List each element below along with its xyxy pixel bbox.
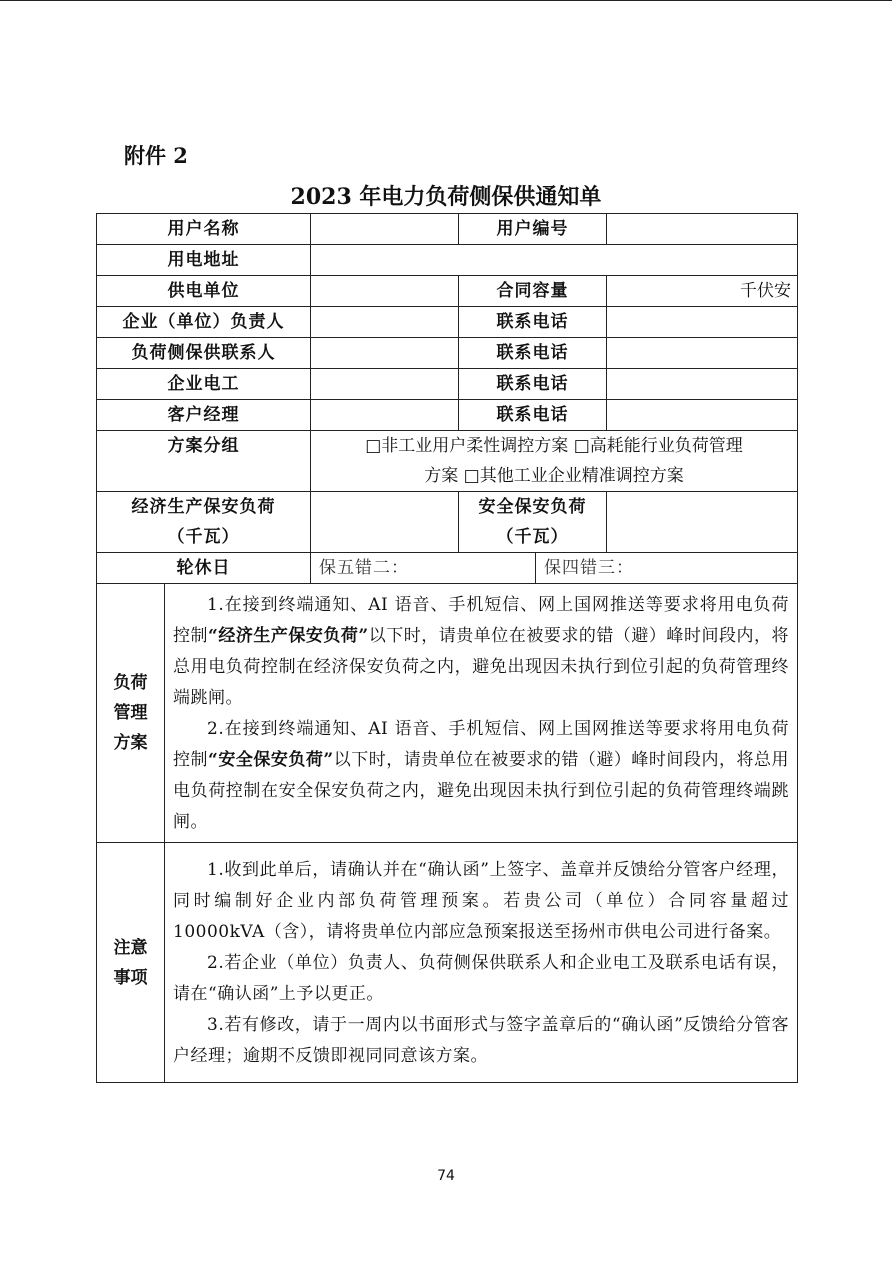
row-load-contact <box>97 338 798 369</box>
label-load-plan-1: 负荷 <box>113 673 148 693</box>
capacity-unit: 千伏安 <box>740 281 791 301</box>
row-rest-day <box>97 553 798 584</box>
label-electrician: 企业电工 <box>97 369 311 400</box>
field-supply-unit[interactable] <box>311 276 459 307</box>
rest-option-a[interactable]: 保五错二： <box>311 553 536 583</box>
label-phone-2: 联系电话 <box>459 338 607 369</box>
top-border-line <box>0 0 892 1</box>
label-phone-3: 联系电话 <box>459 369 607 400</box>
field-account-manager[interactable] <box>311 400 459 431</box>
page-number: 74 <box>437 1168 455 1184</box>
label-phone-4: 联系电话 <box>459 400 607 431</box>
label-load-contact: 负荷侧保供联系人 <box>97 338 311 369</box>
label-rest-day: 轮休日 <box>97 553 311 584</box>
label-user-name: 用户名称 <box>97 214 311 245</box>
load-plan-p2-tail: 以下时，请贵单位在被要求的错（避）峰时间段内，将总用电负荷控制在安全保安负荷之内，避免出现因未执行到位引起的负荷管理终端跳闸。 <box>173 750 790 832</box>
field-user-name[interactable] <box>311 214 459 245</box>
attachment-label: 附件 2 <box>124 143 188 168</box>
label-enterprise-head: 企业（单位）负责人 <box>97 307 311 338</box>
row-supply-unit <box>97 276 798 307</box>
field-rest-day[interactable] <box>311 553 798 584</box>
label-econ-load-line-2: （千瓦） <box>167 527 240 547</box>
label-notes-2: 事项 <box>113 967 148 988</box>
row-electrician <box>97 369 798 400</box>
load-plan-p1-tail: 以下时，请贵单位在被要求的错（避）峰时间段内，将总用电负荷控制在经济保安负荷之内，避免出现因未执行到位引起的负荷管理终端跳闸。 <box>173 626 790 708</box>
note-1: 1.收到此单后，请确认并在“确认函”上签字、盖章并反馈给分管客户经理，同时编制好企业内部负荷管理预案。若贵公司（单位）合同容量超过 10000kVA（含），请将贵单位内部应急预案报送至扬州市供电公司进行备案。 <box>173 860 789 942</box>
note-3: 3.若有修改，请于一周内以书面形式与签字盖章后的“确认函”反馈给分管客户经理；逾期不反馈即视同同意该方案。 <box>173 1015 789 1066</box>
field-phone-3[interactable] <box>607 369 798 400</box>
row-enterprise-head <box>97 307 798 338</box>
label-account-manager: 客户经理 <box>97 400 311 431</box>
field-user-number[interactable] <box>607 214 798 245</box>
row-account-manager <box>97 400 798 431</box>
label-safe-load-line-1: 安全保安负荷 <box>478 497 587 517</box>
label-safe-load-line-2: （千瓦） <box>496 527 569 547</box>
row-address <box>97 245 798 276</box>
load-plan-paragraph-2 <box>173 714 789 838</box>
label-user-number: 用户编号 <box>459 214 607 245</box>
load-plan-content <box>165 584 798 843</box>
load-plan-p2-emphasis: “安全保安负荷” <box>208 750 334 770</box>
rest-option-b[interactable]: 保四错三： <box>544 558 634 578</box>
field-enterprise-head[interactable] <box>311 307 459 338</box>
load-plan-p2-text: 2.在接到终端通知、AI 语音、手机短信、网上国网推送等要求将用电负荷控制 <box>173 719 789 770</box>
load-plan-p1-text: 1.在接到终端通知、AI 语音、手机短信、网上国网推送等要求将用电负荷控制 <box>173 595 789 646</box>
label-phone-1: 联系电话 <box>459 307 607 338</box>
label-load-plan-2: 管理 <box>113 703 148 723</box>
scheme-options[interactable] <box>311 431 798 492</box>
label-contract-capacity: 合同容量 <box>459 276 607 307</box>
row-loads <box>97 492 798 553</box>
notice-form-table <box>96 213 798 1083</box>
notes-content <box>165 843 798 1083</box>
note-2: 2.若企业（单位）负责人、负荷侧保供联系人和企业电工及联系电话有误，请在“确认函”上予以更正。 <box>173 953 789 1004</box>
field-electrician[interactable] <box>311 369 459 400</box>
row-user-name <box>97 214 798 245</box>
row-load-plan <box>97 584 798 843</box>
field-phone-1[interactable] <box>607 307 798 338</box>
label-econ-load-line-1: 经济生产保安负荷 <box>131 497 276 517</box>
load-plan-p1-emphasis: “经济生产保安负荷” <box>208 626 369 646</box>
field-address[interactable] <box>311 245 798 276</box>
label-notes <box>97 843 165 1083</box>
field-phone-2[interactable] <box>607 338 798 369</box>
label-notes-1: 注意 <box>113 937 148 958</box>
field-phone-4[interactable] <box>607 400 798 431</box>
label-econ-load <box>97 492 311 553</box>
page-title: 2023 年电力负荷侧保供通知单 <box>290 184 602 210</box>
label-load-plan <box>97 584 165 843</box>
field-econ-load[interactable] <box>311 492 459 553</box>
field-load-contact[interactable] <box>311 338 459 369</box>
field-contract-capacity[interactable] <box>607 276 798 307</box>
label-load-plan-3: 方案 <box>113 733 148 753</box>
load-plan-paragraph-1 <box>173 590 789 714</box>
row-scheme-group <box>97 431 798 492</box>
scheme-options-line-2[interactable]: 方案 □其他工业企业精准调控方案 <box>424 466 684 486</box>
label-address: 用电地址 <box>97 245 311 276</box>
scheme-options-line-1[interactable]: □非工业用户柔性调控方案 □高耗能行业负荷管理 <box>365 436 743 456</box>
row-notes <box>97 843 798 1083</box>
field-safe-load[interactable] <box>607 492 798 553</box>
label-supply-unit: 供电单位 <box>97 276 311 307</box>
label-safe-load <box>459 492 607 553</box>
label-scheme-group: 方案分组 <box>97 431 311 492</box>
